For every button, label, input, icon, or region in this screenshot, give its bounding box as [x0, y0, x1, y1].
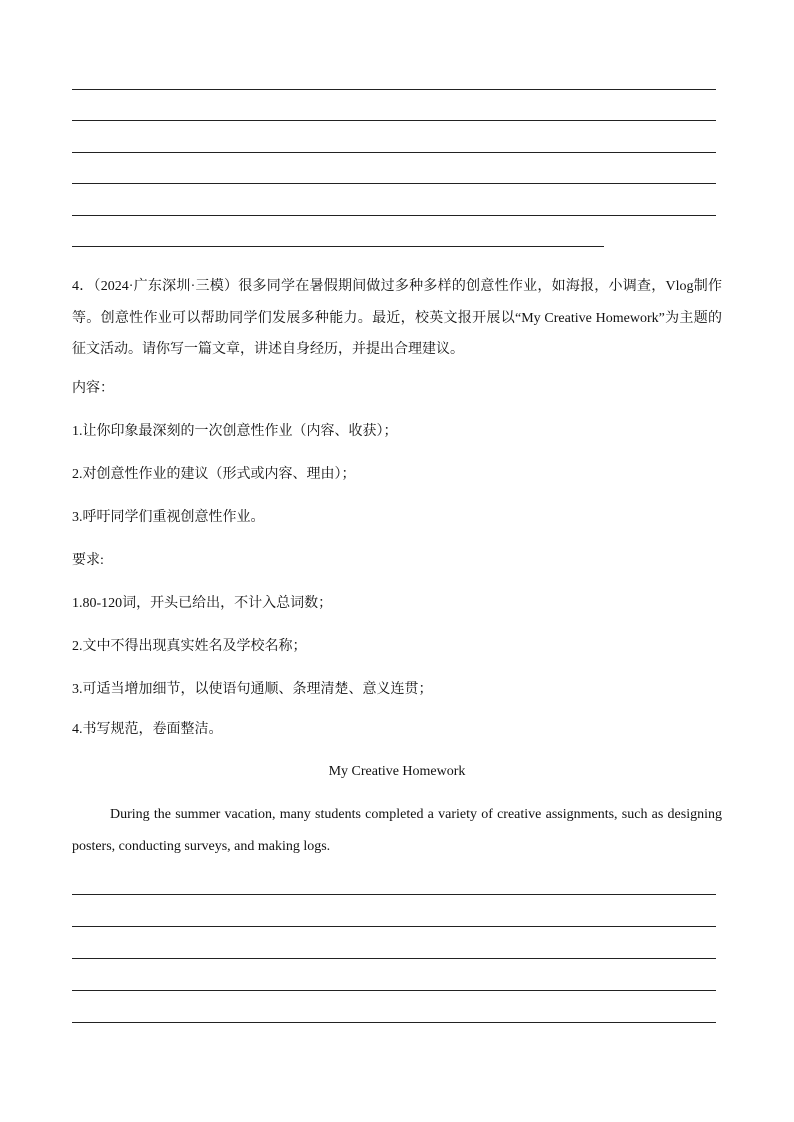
requirement-item: 4.书写规范，卷面整洁。 [72, 722, 223, 737]
answer-line [72, 990, 716, 991]
requirements-heading: 要求: [72, 553, 104, 568]
answer-line [72, 215, 716, 216]
question-source: （2024·广东深圳·三模） [93, 279, 239, 294]
question-number: 4． [72, 279, 94, 294]
answer-line [72, 958, 716, 959]
essay-title: My Creative Homework [328, 764, 466, 779]
answer-line [72, 1022, 716, 1023]
answer-line [72, 89, 716, 90]
content-item: 3.呼吁同学们重视创意性作业。 [72, 510, 265, 525]
content-item: 2.对创意性作业的建议（形式或内容、理由）； [72, 467, 356, 482]
essay-opening: During the summer vacation, many students completed a variety of creative assignments, such as designing posters, conducting surveys, and making logs. [72, 807, 722, 854]
answer-line [72, 120, 716, 121]
content-item: 1.让你印象最深刻的一次创意性作业（内容、收获）； [72, 424, 398, 439]
requirement-item: 2.文中不得出现真实姓名及学校名称； [72, 639, 307, 654]
question-prompt [72, 271, 722, 366]
answer-line [72, 926, 716, 927]
content-heading: 内容： [72, 381, 114, 396]
answer-line [72, 152, 716, 153]
question-text: 很多同学在暑假期间做过多种多样的创意性作业，如海报，小调查，Vlog制作等。创意性作业可以帮助同学们发展多种能力。最近，校英文报开展以“My Creative Homework”为主题的征文活动。请你写一篇文章，讲述自身经历，并提出合理建议。 [72, 279, 723, 357]
answer-line [72, 246, 604, 247]
answer-line [72, 894, 716, 895]
answer-line [72, 183, 716, 184]
requirement-item: 1.80-120词，开头已给出，不计入总词数； [72, 596, 333, 611]
requirement-item: 3.可适当增加细节，以使语句通顺、条理清楚、意义连贯； [72, 682, 433, 697]
